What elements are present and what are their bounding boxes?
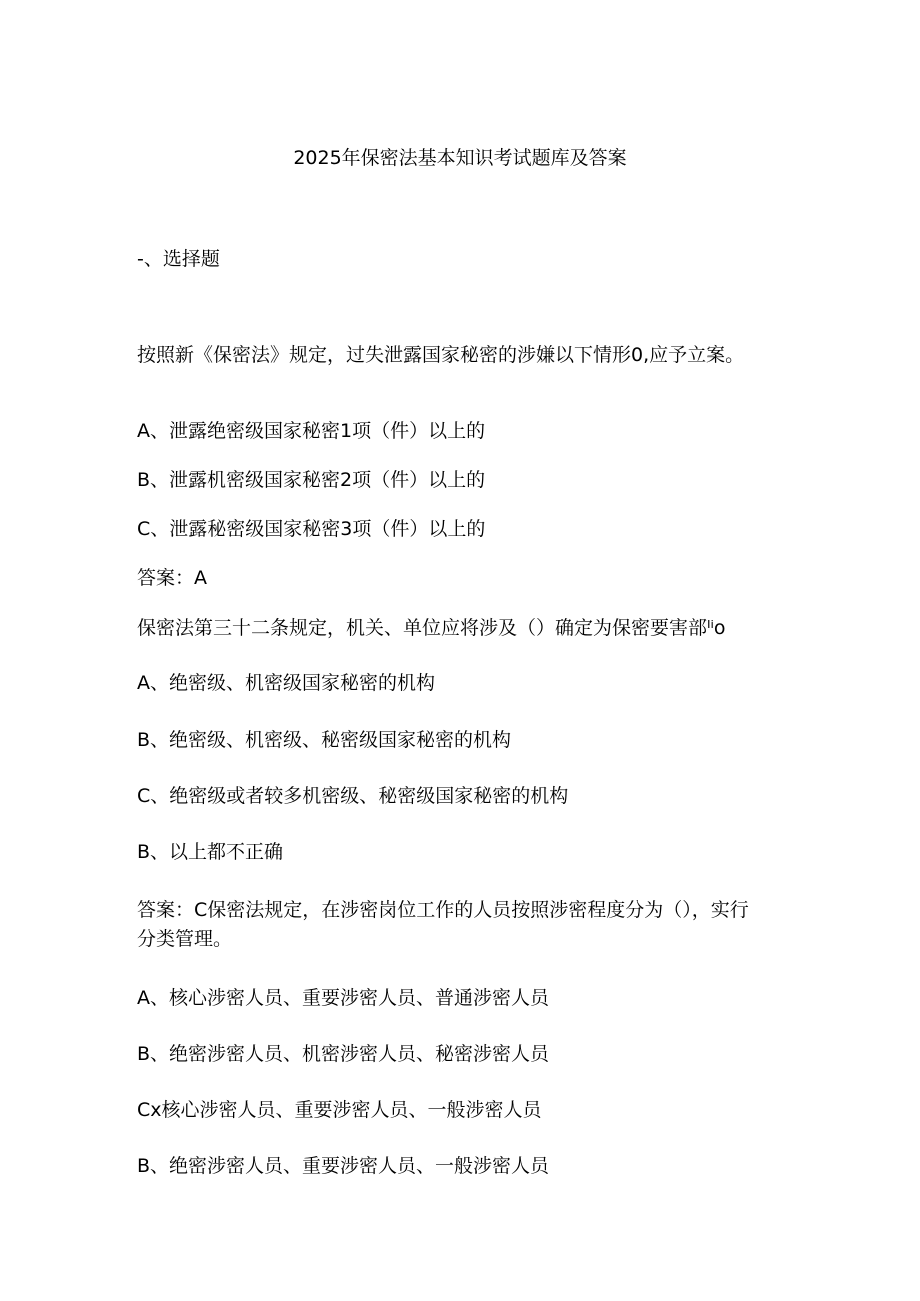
question-2-answer-and-question-3: 答案：C保密法规定，在涉密岗位工作的人员按照涉密程度分为（），实行分类管理。 <box>137 899 749 950</box>
document-title: 2025年保密法基本知识考试题库及答案 <box>293 147 627 169</box>
question-2-option-d: B、以上都不正确 <box>137 841 284 863</box>
question-3-option-c: Cx核心涉密人员、重要涉密人员、一般涉密人员 <box>137 1099 542 1121</box>
question-1-option-c: C、泄露秘密级国家秘密3项（件）以上的 <box>137 518 486 540</box>
question-1-option-b: B、泄露机密级国家秘密2项（件）以上的 <box>137 469 486 491</box>
question-2-option-c: C、绝密级或者较多机密级、秘密级国家秘密的机构 <box>137 785 569 807</box>
question-2-option-b: B、绝密级、机密级、秘密级国家秘密的机构 <box>137 729 512 751</box>
question-3-option-d: B、绝密涉密人员、重要涉密人员、一般涉密人员 <box>137 1155 550 1177</box>
question-3-option-b: B、绝密涉密人员、机密涉密人员、秘密涉密人员 <box>137 1043 550 1065</box>
question-2-text: 保密法第三十二条规定，机关、单位应将涉及（）确定为保密要害部ᴵⁱo <box>137 617 726 639</box>
question-3-option-a: A、核心涉密人员、重要涉密人员、普通涉密人员 <box>137 987 549 1009</box>
section-heading: -、选择题 <box>137 248 220 270</box>
question-1-option-a: A、泄露绝密级国家秘密1项（件）以上的 <box>137 420 486 442</box>
question-1-text: 按照新《保密法》规定，过失泄露国家秘密的涉嫌以下情形0,应予立案。 <box>137 344 745 366</box>
question-1-answer: 答案：A <box>137 567 207 589</box>
question-2-option-a: A、绝密级、机密级国家秘密的机构 <box>137 672 435 694</box>
